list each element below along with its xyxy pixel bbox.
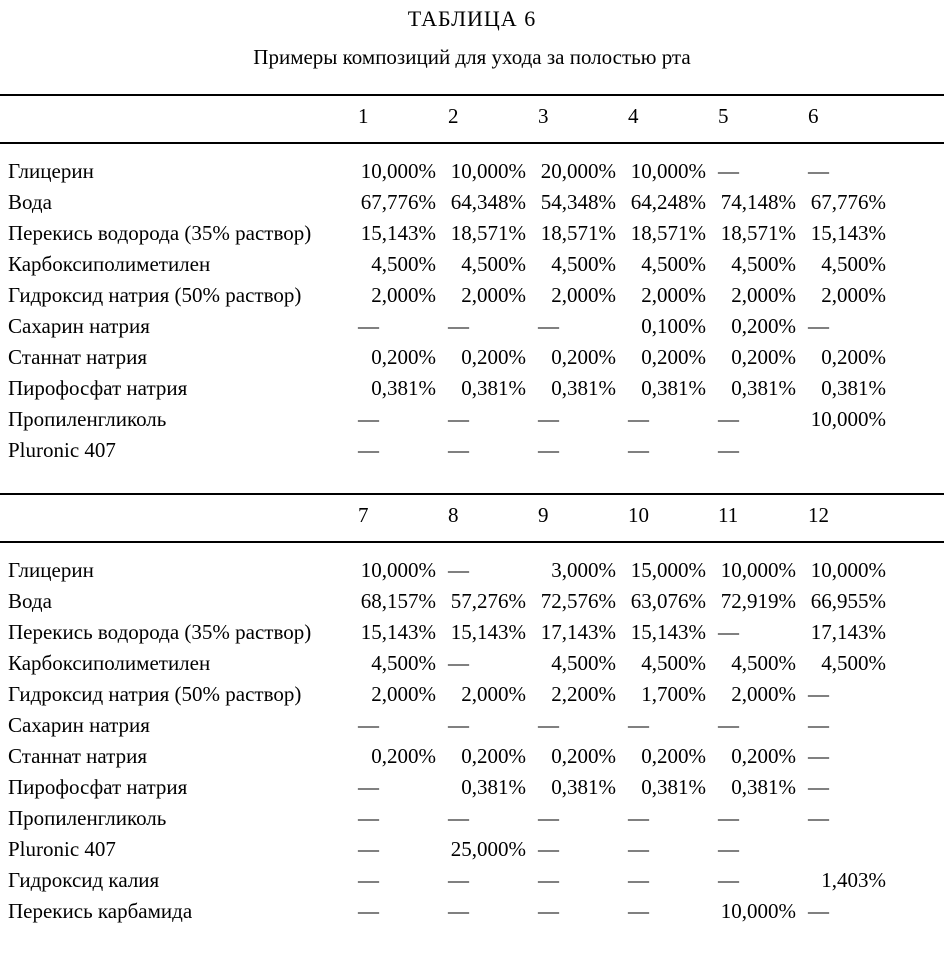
value-cell: 10,000% xyxy=(720,899,796,923)
value-cell: — xyxy=(538,713,559,737)
row-label: Pluronic 407 xyxy=(8,837,116,861)
table-row xyxy=(0,679,944,710)
table-row xyxy=(0,896,944,927)
row-label: Сахарин натрия xyxy=(8,314,150,338)
table-row xyxy=(0,741,944,772)
value-cell: 66,955% xyxy=(810,589,886,613)
value-cell: — xyxy=(718,159,739,183)
value-cell: — xyxy=(808,682,829,706)
value-cell: — xyxy=(628,899,649,923)
value-cell: — xyxy=(358,314,379,338)
column-header: 5 xyxy=(712,95,802,143)
table-row xyxy=(0,803,944,834)
header-right-spacer xyxy=(892,95,944,143)
value-cell: — xyxy=(718,713,739,737)
value-cell: 4,500% xyxy=(641,651,706,675)
table-row xyxy=(0,617,944,648)
table-row xyxy=(0,218,944,249)
value-cell: 2,000% xyxy=(731,682,796,706)
value-cell: 17,143% xyxy=(540,620,616,644)
tables-container xyxy=(0,94,944,927)
column-header: 10 xyxy=(622,494,712,542)
value-cell: 0,200% xyxy=(461,345,526,369)
value-cell: — xyxy=(808,314,829,338)
value-cell: — xyxy=(628,837,649,861)
value-cell: — xyxy=(448,899,469,923)
row-right-spacer xyxy=(892,896,944,927)
table-row xyxy=(0,586,944,617)
table-row xyxy=(0,834,944,865)
value-cell: 0,381% xyxy=(551,376,616,400)
row-right-spacer xyxy=(892,648,944,679)
value-cell: 0,100% xyxy=(641,314,706,338)
value-cell: 20,000% xyxy=(540,159,616,183)
value-cell: 4,500% xyxy=(641,252,706,276)
row-right-spacer xyxy=(892,803,944,834)
row-label: Пропиленгликоль xyxy=(8,806,167,830)
header-row xyxy=(0,494,944,542)
value-cell: — xyxy=(448,868,469,892)
value-cell: — xyxy=(448,713,469,737)
value-cell: 10,000% xyxy=(630,159,706,183)
value-cell: 0,381% xyxy=(731,775,796,799)
value-cell: 10,000% xyxy=(360,159,436,183)
table-row xyxy=(0,311,944,342)
value-cell: 0,200% xyxy=(821,345,886,369)
value-cell: 10,000% xyxy=(810,558,886,582)
row-label: Вода xyxy=(8,190,52,214)
value-cell: — xyxy=(538,314,559,338)
value-cell: 2,000% xyxy=(461,682,526,706)
value-cell: — xyxy=(538,899,559,923)
value-cell: 68,157% xyxy=(360,589,436,613)
table-subtitle: Примеры композиций для ухода за полостью рта xyxy=(253,45,691,69)
value-cell xyxy=(802,435,892,466)
value-cell: 63,076% xyxy=(630,589,706,613)
value-cell: — xyxy=(358,407,379,431)
value-cell: 15,000% xyxy=(630,558,706,582)
row-right-spacer xyxy=(892,710,944,741)
value-cell: 15,143% xyxy=(450,620,526,644)
value-cell: — xyxy=(718,620,739,644)
row-right-spacer xyxy=(892,586,944,617)
value-cell xyxy=(802,834,892,865)
value-cell: 15,143% xyxy=(630,620,706,644)
value-cell: 18,571% xyxy=(630,221,706,245)
value-cell: 0,200% xyxy=(731,744,796,768)
value-cell: 18,571% xyxy=(720,221,796,245)
table-row xyxy=(0,865,944,896)
value-cell: 1,403% xyxy=(821,868,886,892)
value-cell: 2,000% xyxy=(551,283,616,307)
value-cell: — xyxy=(718,868,739,892)
value-cell: 4,500% xyxy=(731,252,796,276)
row-label: Перекись водорода (35% раствор) xyxy=(8,620,312,644)
value-cell: 64,348% xyxy=(450,190,526,214)
value-cell: 4,500% xyxy=(731,651,796,675)
value-cell: 0,381% xyxy=(461,775,526,799)
row-label: Гидроксид калия xyxy=(8,868,160,892)
value-cell: — xyxy=(538,438,559,462)
row-right-spacer xyxy=(892,342,944,373)
row-label: Глицерин xyxy=(8,558,94,582)
value-cell: 4,500% xyxy=(371,252,436,276)
table-row xyxy=(0,542,944,586)
row-right-spacer xyxy=(892,280,944,311)
value-cell: — xyxy=(538,837,559,861)
row-label: Карбоксиполиметилен xyxy=(8,651,211,675)
value-cell: 2,000% xyxy=(461,283,526,307)
value-cell: 64,248% xyxy=(630,190,706,214)
value-cell: 0,200% xyxy=(371,744,436,768)
row-label: Перекись карбамида xyxy=(8,899,193,923)
value-cell: — xyxy=(358,868,379,892)
value-cell: 0,200% xyxy=(731,314,796,338)
row-label: Карбоксиполиметилен xyxy=(8,252,211,276)
value-cell: — xyxy=(628,438,649,462)
value-cell: 4,500% xyxy=(461,252,526,276)
row-label: Пропиленгликоль xyxy=(8,407,167,431)
row-label: Станнат натрия xyxy=(8,744,148,768)
value-cell: 72,919% xyxy=(720,589,796,613)
value-cell: — xyxy=(718,837,739,861)
table-row xyxy=(0,373,944,404)
value-cell: 0,381% xyxy=(641,376,706,400)
value-cell: 2,000% xyxy=(821,283,886,307)
value-cell: — xyxy=(358,438,379,462)
table-row xyxy=(0,404,944,435)
row-right-spacer xyxy=(892,865,944,896)
value-cell: — xyxy=(538,407,559,431)
value-cell: 0,200% xyxy=(371,345,436,369)
value-cell: — xyxy=(718,438,739,462)
row-right-spacer xyxy=(892,542,944,586)
value-cell: 15,143% xyxy=(360,221,436,245)
row-right-spacer xyxy=(892,834,944,865)
table-row xyxy=(0,710,944,741)
table-row xyxy=(0,772,944,803)
value-cell: 18,571% xyxy=(540,221,616,245)
value-cell: 0,381% xyxy=(821,376,886,400)
row-right-spacer xyxy=(892,143,944,187)
row-right-spacer xyxy=(892,249,944,280)
value-cell: — xyxy=(448,438,469,462)
row-right-spacer xyxy=(892,373,944,404)
value-cell: 2,000% xyxy=(731,283,796,307)
value-cell: — xyxy=(538,868,559,892)
table-row xyxy=(0,648,944,679)
column-header: 4 xyxy=(622,95,712,143)
row-label: Станнат натрия xyxy=(8,345,148,369)
table-row xyxy=(0,143,944,187)
value-cell: — xyxy=(808,899,829,923)
row-label: Глицерин xyxy=(8,159,94,183)
value-cell: 0,200% xyxy=(641,345,706,369)
value-cell: 3,000% xyxy=(551,558,616,582)
row-right-spacer xyxy=(892,679,944,710)
row-right-spacer xyxy=(892,404,944,435)
value-cell: 25,000% xyxy=(450,837,526,861)
table-row xyxy=(0,187,944,218)
value-cell: 57,276% xyxy=(450,589,526,613)
value-cell: 67,776% xyxy=(810,190,886,214)
row-label: Сахарин натрия xyxy=(8,713,150,737)
row-right-spacer xyxy=(892,218,944,249)
row-right-spacer xyxy=(892,772,944,803)
row-label: Pluronic 407 xyxy=(8,438,116,462)
column-header: 7 xyxy=(352,494,442,542)
table-row xyxy=(0,280,944,311)
value-cell: 54,348% xyxy=(540,190,616,214)
value-cell: 0,381% xyxy=(551,775,616,799)
table-row xyxy=(0,435,944,466)
value-cell: 72,576% xyxy=(540,589,616,613)
header-right-spacer xyxy=(892,494,944,542)
value-cell: — xyxy=(448,651,469,675)
value-cell: 0,381% xyxy=(461,376,526,400)
row-right-spacer xyxy=(892,187,944,218)
column-header: 3 xyxy=(532,95,622,143)
value-cell: 10,000% xyxy=(810,407,886,431)
value-cell: 0,381% xyxy=(641,775,706,799)
value-cell: 0,200% xyxy=(551,744,616,768)
value-cell: 1,700% xyxy=(641,682,706,706)
value-cell: — xyxy=(358,837,379,861)
value-cell: 67,776% xyxy=(360,190,436,214)
column-header: 9 xyxy=(532,494,622,542)
value-cell: — xyxy=(448,407,469,431)
value-cell: — xyxy=(628,407,649,431)
row-label: Пирофосфат натрия xyxy=(8,376,188,400)
column-header: 2 xyxy=(442,95,532,143)
value-cell: 2,000% xyxy=(371,283,436,307)
value-cell: 2,000% xyxy=(371,682,436,706)
value-cell: 4,500% xyxy=(551,252,616,276)
value-cell: — xyxy=(538,806,559,830)
value-cell: 10,000% xyxy=(450,159,526,183)
column-header: 6 xyxy=(802,95,892,143)
value-cell: 10,000% xyxy=(720,558,796,582)
row-label: Пирофосфат натрия xyxy=(8,775,188,799)
row-label: Гидроксид натрия (50% раствор) xyxy=(8,682,302,706)
value-cell: 4,500% xyxy=(551,651,616,675)
value-cell: — xyxy=(448,558,469,582)
header-label-spacer xyxy=(0,494,352,542)
value-cell: — xyxy=(718,806,739,830)
value-cell: 2,200% xyxy=(551,682,616,706)
value-cell: — xyxy=(808,775,829,799)
column-header: 1 xyxy=(352,95,442,143)
row-right-spacer xyxy=(892,311,944,342)
header-label-spacer xyxy=(0,95,352,143)
value-cell: 0,381% xyxy=(371,376,436,400)
table-row xyxy=(0,249,944,280)
value-cell: 0,200% xyxy=(731,345,796,369)
composition-table-1 xyxy=(0,94,944,466)
value-cell: 15,143% xyxy=(810,221,886,245)
value-cell: — xyxy=(448,314,469,338)
value-cell: 18,571% xyxy=(450,221,526,245)
composition-table-2 xyxy=(0,493,944,927)
value-cell: 0,200% xyxy=(461,744,526,768)
value-cell: 10,000% xyxy=(360,558,436,582)
row-right-spacer xyxy=(892,617,944,648)
value-cell: 17,143% xyxy=(810,620,886,644)
value-cell: 74,148% xyxy=(720,190,796,214)
value-cell: — xyxy=(358,806,379,830)
value-cell: — xyxy=(808,713,829,737)
value-cell: 15,143% xyxy=(360,620,436,644)
table-title: ТАБЛИЦА 6 xyxy=(407,6,537,31)
value-cell: — xyxy=(808,159,829,183)
column-header: 8 xyxy=(442,494,532,542)
row-label: Гидроксид натрия (50% раствор) xyxy=(8,283,302,307)
value-cell: 0,381% xyxy=(731,376,796,400)
value-cell: 4,500% xyxy=(821,252,886,276)
value-cell: 4,500% xyxy=(371,651,436,675)
value-cell: 4,500% xyxy=(821,651,886,675)
value-cell: — xyxy=(358,775,379,799)
value-cell: — xyxy=(358,899,379,923)
column-header: 12 xyxy=(802,494,892,542)
value-cell: 2,000% xyxy=(641,283,706,307)
header-row xyxy=(0,95,944,143)
row-right-spacer xyxy=(892,741,944,772)
row-right-spacer xyxy=(892,435,944,466)
value-cell: — xyxy=(628,806,649,830)
value-cell: — xyxy=(808,806,829,830)
value-cell: 0,200% xyxy=(551,345,616,369)
row-label: Перекись водорода (35% раствор) xyxy=(8,221,312,245)
value-cell: 0,200% xyxy=(641,744,706,768)
value-cell: — xyxy=(628,713,649,737)
row-label: Вода xyxy=(8,589,52,613)
column-header: 11 xyxy=(712,494,802,542)
table-row xyxy=(0,342,944,373)
value-cell: — xyxy=(718,407,739,431)
value-cell: — xyxy=(628,868,649,892)
value-cell: — xyxy=(448,806,469,830)
value-cell: — xyxy=(808,744,829,768)
value-cell: — xyxy=(358,713,379,737)
